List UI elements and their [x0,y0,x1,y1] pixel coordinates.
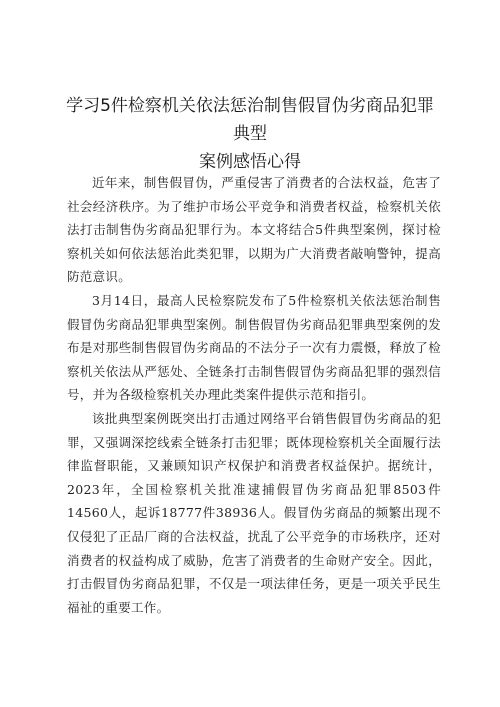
title-line-1: 学习5件检察机关依法惩治制售假冒伪劣商品犯罪典型 [66,96,434,144]
paragraph-1: 近年来，制售假冒伪，严重侵害了消费者的合法权益，危害了社会经济秩序。为了维护市场公平竞争和消费者权益，检察机关依法打击制售伪劣商品犯罪行为。本文将结合5件典型案例，探讨检察机关如何依法惩治此类犯罪，以期为广大消费者敲响警钟，提高防范意识。 [67,175,441,285]
title-line-2: 案例感悟心得 [199,152,301,172]
paragraph-2: 3月14日，最高人民检察院发布了5件检察机关依法惩治制售假冒伪劣商品犯罪典型案例。制售假冒伪劣商品犯罪典型案例的发布是对那些制售假冒伪劣商品的不法分子一次有力震慑，释放了检察机关依法从严惩处、全链条打击制售假冒伪劣商品犯罪的强烈信号，并为各级检察机关办理此类案件提供示范和指引。 [67,292,441,403]
paragraph-3: 该批典型案例既突出打击通过网络平台销售假冒伪劣商品的犯罪，又强调深挖线索全链条打击犯罪；既体现检察机关全面履行法律监督职能，又兼顾知识产权保护和消费者权益保护。据统计，2023年，全国检察机关批准逮捕假冒伪劣商品犯罪8503件14560人，起诉18777件38936人。假冒伪劣商品的频繁出现不仅侵犯了正品厂商的合法权益，扰乱了公平竞争的市场秩序，还对消费者的权益构成了威胁，危害了消费者的生命财产安全。因此，打击假冒伪劣商品犯罪，不仅是一项法律任务，更是一项关乎民生福祉的重要工作。 [67,410,441,615]
document-body [67,171,441,619]
document-title [60,92,440,176]
